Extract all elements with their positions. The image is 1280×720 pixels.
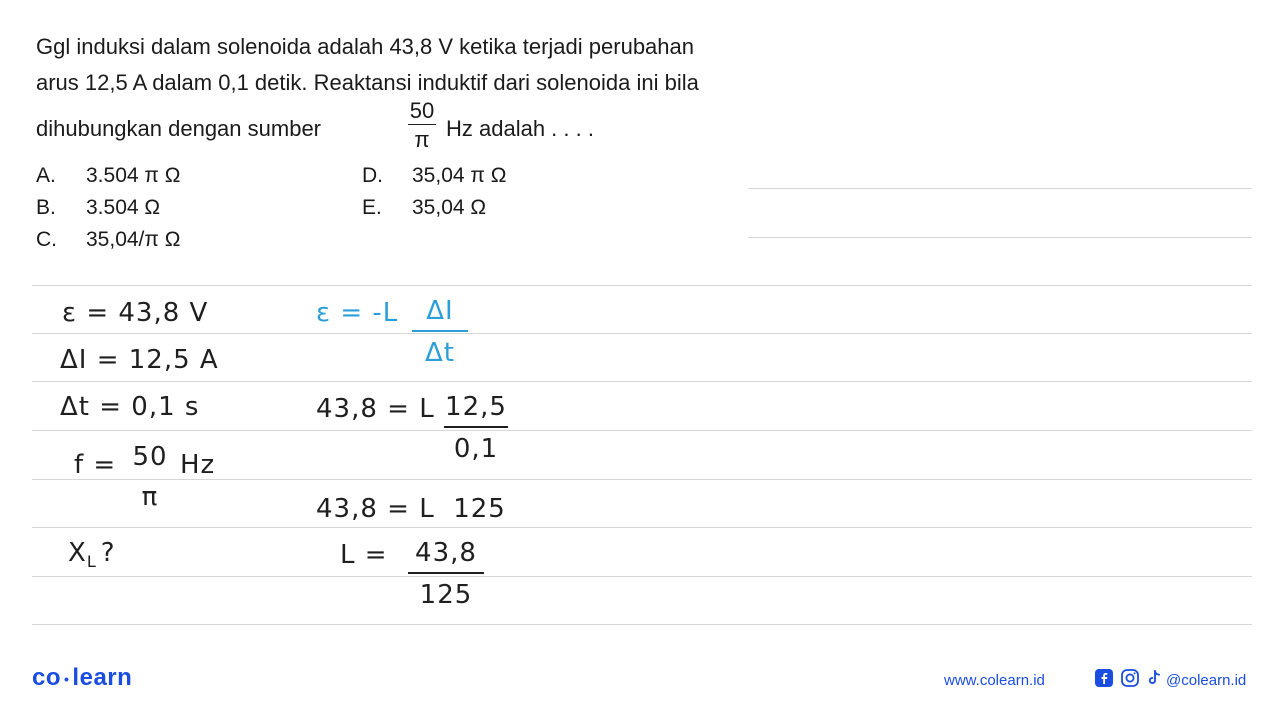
ruled-line-short-1 (748, 188, 1252, 189)
option-a-letter: A. (36, 164, 56, 187)
asked-inductive-reactance (68, 538, 116, 571)
formula-numerator: ΔI (426, 296, 454, 326)
option-b-letter: B. (36, 196, 56, 219)
given-current-change: ΔI = 12,5 A (60, 345, 219, 375)
option-b (36, 196, 160, 220)
given-frequency-numerator: 50 (132, 442, 168, 472)
substitution-1-numerator: 12,5 (445, 392, 507, 422)
facebook-icon[interactable] (1094, 668, 1114, 688)
instagram-icon[interactable] (1120, 668, 1140, 688)
given-emf: ε = 43,8 V (62, 298, 209, 328)
ruled-line-2 (32, 333, 1252, 334)
formula-lhs: ε = -L (316, 298, 399, 328)
colearn-logo (32, 664, 132, 692)
ruled-line-3 (32, 381, 1252, 382)
substitution-1-fraction (444, 392, 508, 464)
given-frequency-lhs: f = (74, 450, 117, 480)
question-line-1: Ggl induksi dalam solenoida adalah 43,8 V ketika terjadi perubahan (36, 34, 694, 59)
ruled-line-6 (32, 527, 1252, 528)
option-d-text: 35,04 π Ω (412, 164, 507, 187)
option-c-text: 35,04/π Ω (86, 228, 181, 251)
substitution-1-denominator: 0,1 (444, 426, 508, 464)
frequency-fraction (408, 98, 436, 153)
option-e (362, 196, 486, 220)
formula-denominator: Δt (412, 330, 468, 368)
option-c-letter: C. (36, 228, 57, 251)
ruled-line-8 (32, 624, 1252, 625)
substitution-2: 43,8 = L 125 (316, 494, 506, 524)
logo-co: co (32, 664, 62, 691)
option-a-text: 3.504 π Ω (86, 164, 181, 187)
xl-question-mark: ? (100, 538, 116, 568)
option-c (36, 228, 180, 252)
question-line-3-end: Hz adalah . . . . (446, 116, 594, 141)
option-d-letter: D. (362, 164, 383, 187)
inductance-lhs: L = (340, 540, 388, 570)
ruled-line-4 (32, 430, 1252, 431)
frequency-numerator: 50 (409, 98, 435, 123)
given-frequency-fraction (128, 442, 172, 512)
logo-dot-icon: • (64, 670, 70, 687)
ruled-line-1 (32, 285, 1252, 286)
social-handle[interactable]: @colearn.id (1166, 672, 1247, 689)
option-e-text: 35,04 Ω (412, 196, 487, 219)
ruled-line-7 (32, 576, 1252, 577)
logo-learn: learn (72, 664, 133, 691)
option-d (362, 164, 506, 188)
tiktok-icon[interactable] (1144, 668, 1164, 688)
given-frequency-denominator: π (141, 482, 159, 512)
website-link[interactable]: www.colearn.id (944, 672, 1045, 689)
question-line-3-start: dihubungkan dengan sumber (36, 116, 322, 141)
xl-symbol: X (68, 538, 87, 568)
ruled-line-short-2 (748, 237, 1252, 238)
question-line-2: arus 12,5 A dalam 0,1 detik. Reaktansi induktif dari solenoida ini bila (36, 70, 699, 95)
inductance-denominator: 125 (408, 572, 484, 610)
formula-fraction (412, 296, 468, 368)
option-b-text: 3.504 Ω (86, 196, 161, 219)
option-e-letter: E. (362, 196, 382, 219)
option-a (36, 164, 180, 188)
inductance-numerator: 43,8 (415, 538, 477, 568)
xl-subscript: L (86, 552, 97, 572)
frequency-denominator: π (408, 124, 436, 153)
inductance-fraction (408, 538, 484, 610)
given-frequency-unit: Hz (180, 450, 216, 480)
given-time-change: Δt = 0,1 s (60, 392, 200, 422)
substitution-1-lhs: 43,8 = L (316, 394, 435, 424)
